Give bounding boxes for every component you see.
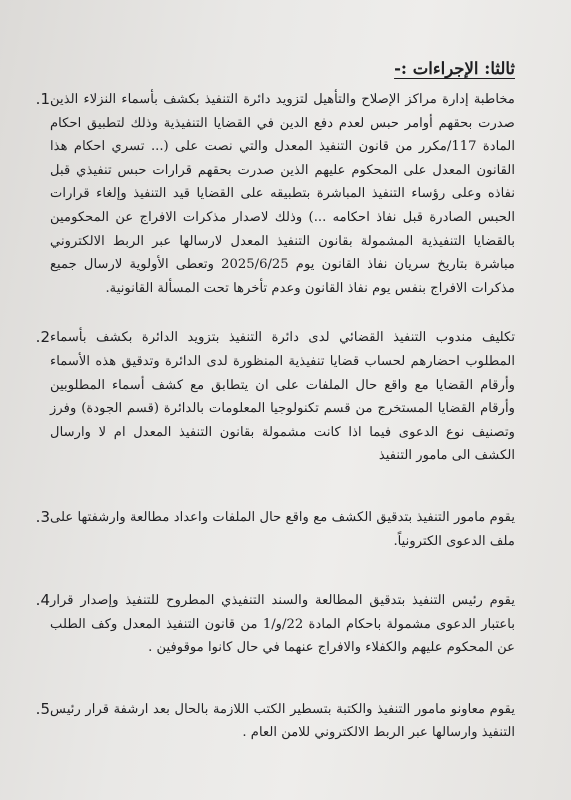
item-text: مخاطبة إدارة مراكز الإصلاح والتأهيل لتزويد دائرة التنفيذ بكشف بأسماء النزلاء الذين صدرت بحقهم أوامر حبس لعدم دفع الدين في القضايا التنفيذية وذلك لتطبيق احكام المادة 117/مكرر من قانون التنفيذ المعدل والتي نصت على (... تسري احكام هذا القانون المعدل على المحكوم عليهم الذين صدرت بحقهم قرارات حبس تنفيذي قبل نفاذه وعلى رؤساء التنفيذ المباشرة بتطبيقه على القضايا قيد التنفيذ وإلغاء قرارات الحبس الصادرة قبل نفاذ احكامه ...) وذلك لاصدار مذكرات الافراج عن المحكومين بالقضايا التنفيذية المشمولة بقانون التنفيذ المعدل لارسالها عبر الربط الالكتروني مباشرة بتاريخ سريان نفاذ القانون يوم 2025/6/25 وتعطى الأولوية لارسال جميع مذكرات الافراج بنفس يوم نفاذ القانون وعدم تأخرها تحت المسألة القانونية.: [50, 92, 515, 296]
item-text: يقوم معاونو مامور التنفيذ والكتبة بتسطير الكتب اللازمة بالحال بعد ارشفة قرار رئيس التنفيذ وارسالها عبر الربط الالكتروني للامن العام .: [50, 701, 515, 741]
item-number: 2.: [35, 328, 50, 347]
item-number: 5.: [35, 699, 50, 718]
procedure-item: [26, 88, 515, 300]
item-number: 1.: [35, 90, 50, 108]
item-text: يقوم رئيس التنفيذ بتدقيق المطالعة والسند التنفيذي المطروح للتنفيذ وإصدار قرار باعتبار الدعوى مشمولة باحكام المادة 22/و/1 من قانون التنفيذ المعدل وكف الطلب عن المحكوم عليهم والكفلاء والافراج عنهما في حال كانوا موقوفين .: [50, 593, 515, 656]
item-text: يقوم مامور التنفيذ بتدقيق الكشف مع واقع حال الملفات واعداد مطالعة وارشفتها على ملف الدعوى الكترونياً.: [50, 509, 515, 549]
section-heading: ثالثا: الإجراءات :-: [394, 59, 515, 78]
procedure-item: [26, 589, 515, 660]
procedure-item: [26, 506, 515, 553]
item-number: 4.: [35, 591, 50, 610]
procedure-item: [26, 698, 515, 745]
procedure-item: [26, 326, 515, 468]
item-text: تكليف مندوب التنفيذ القضائي لدى دائرة التنفيذ بتزويد الدائرة بكشف بأسماء المطلوب احضارهم لحساب قضايا تنفيذية المنظورة لدى الدائرة وتدقيق هذه الأسماء وأرقام القضايا مع واقع حال الملفات على ان يتطابق مع كشف أسماء المطلوبين وأرقام القضايا المستخرج من قسم تكنولوجيا المعلومات بالدائرة (قسم الجودة) وفرز وتصنيف نوع الدعوى فيما اذا كانت مشمولة بقانون التنفيذ المعدل ام لا وارسال الكشف الى مامور التنفيذ: [50, 330, 515, 464]
item-number: 3.: [35, 507, 50, 526]
document-body: [26, 58, 515, 777]
